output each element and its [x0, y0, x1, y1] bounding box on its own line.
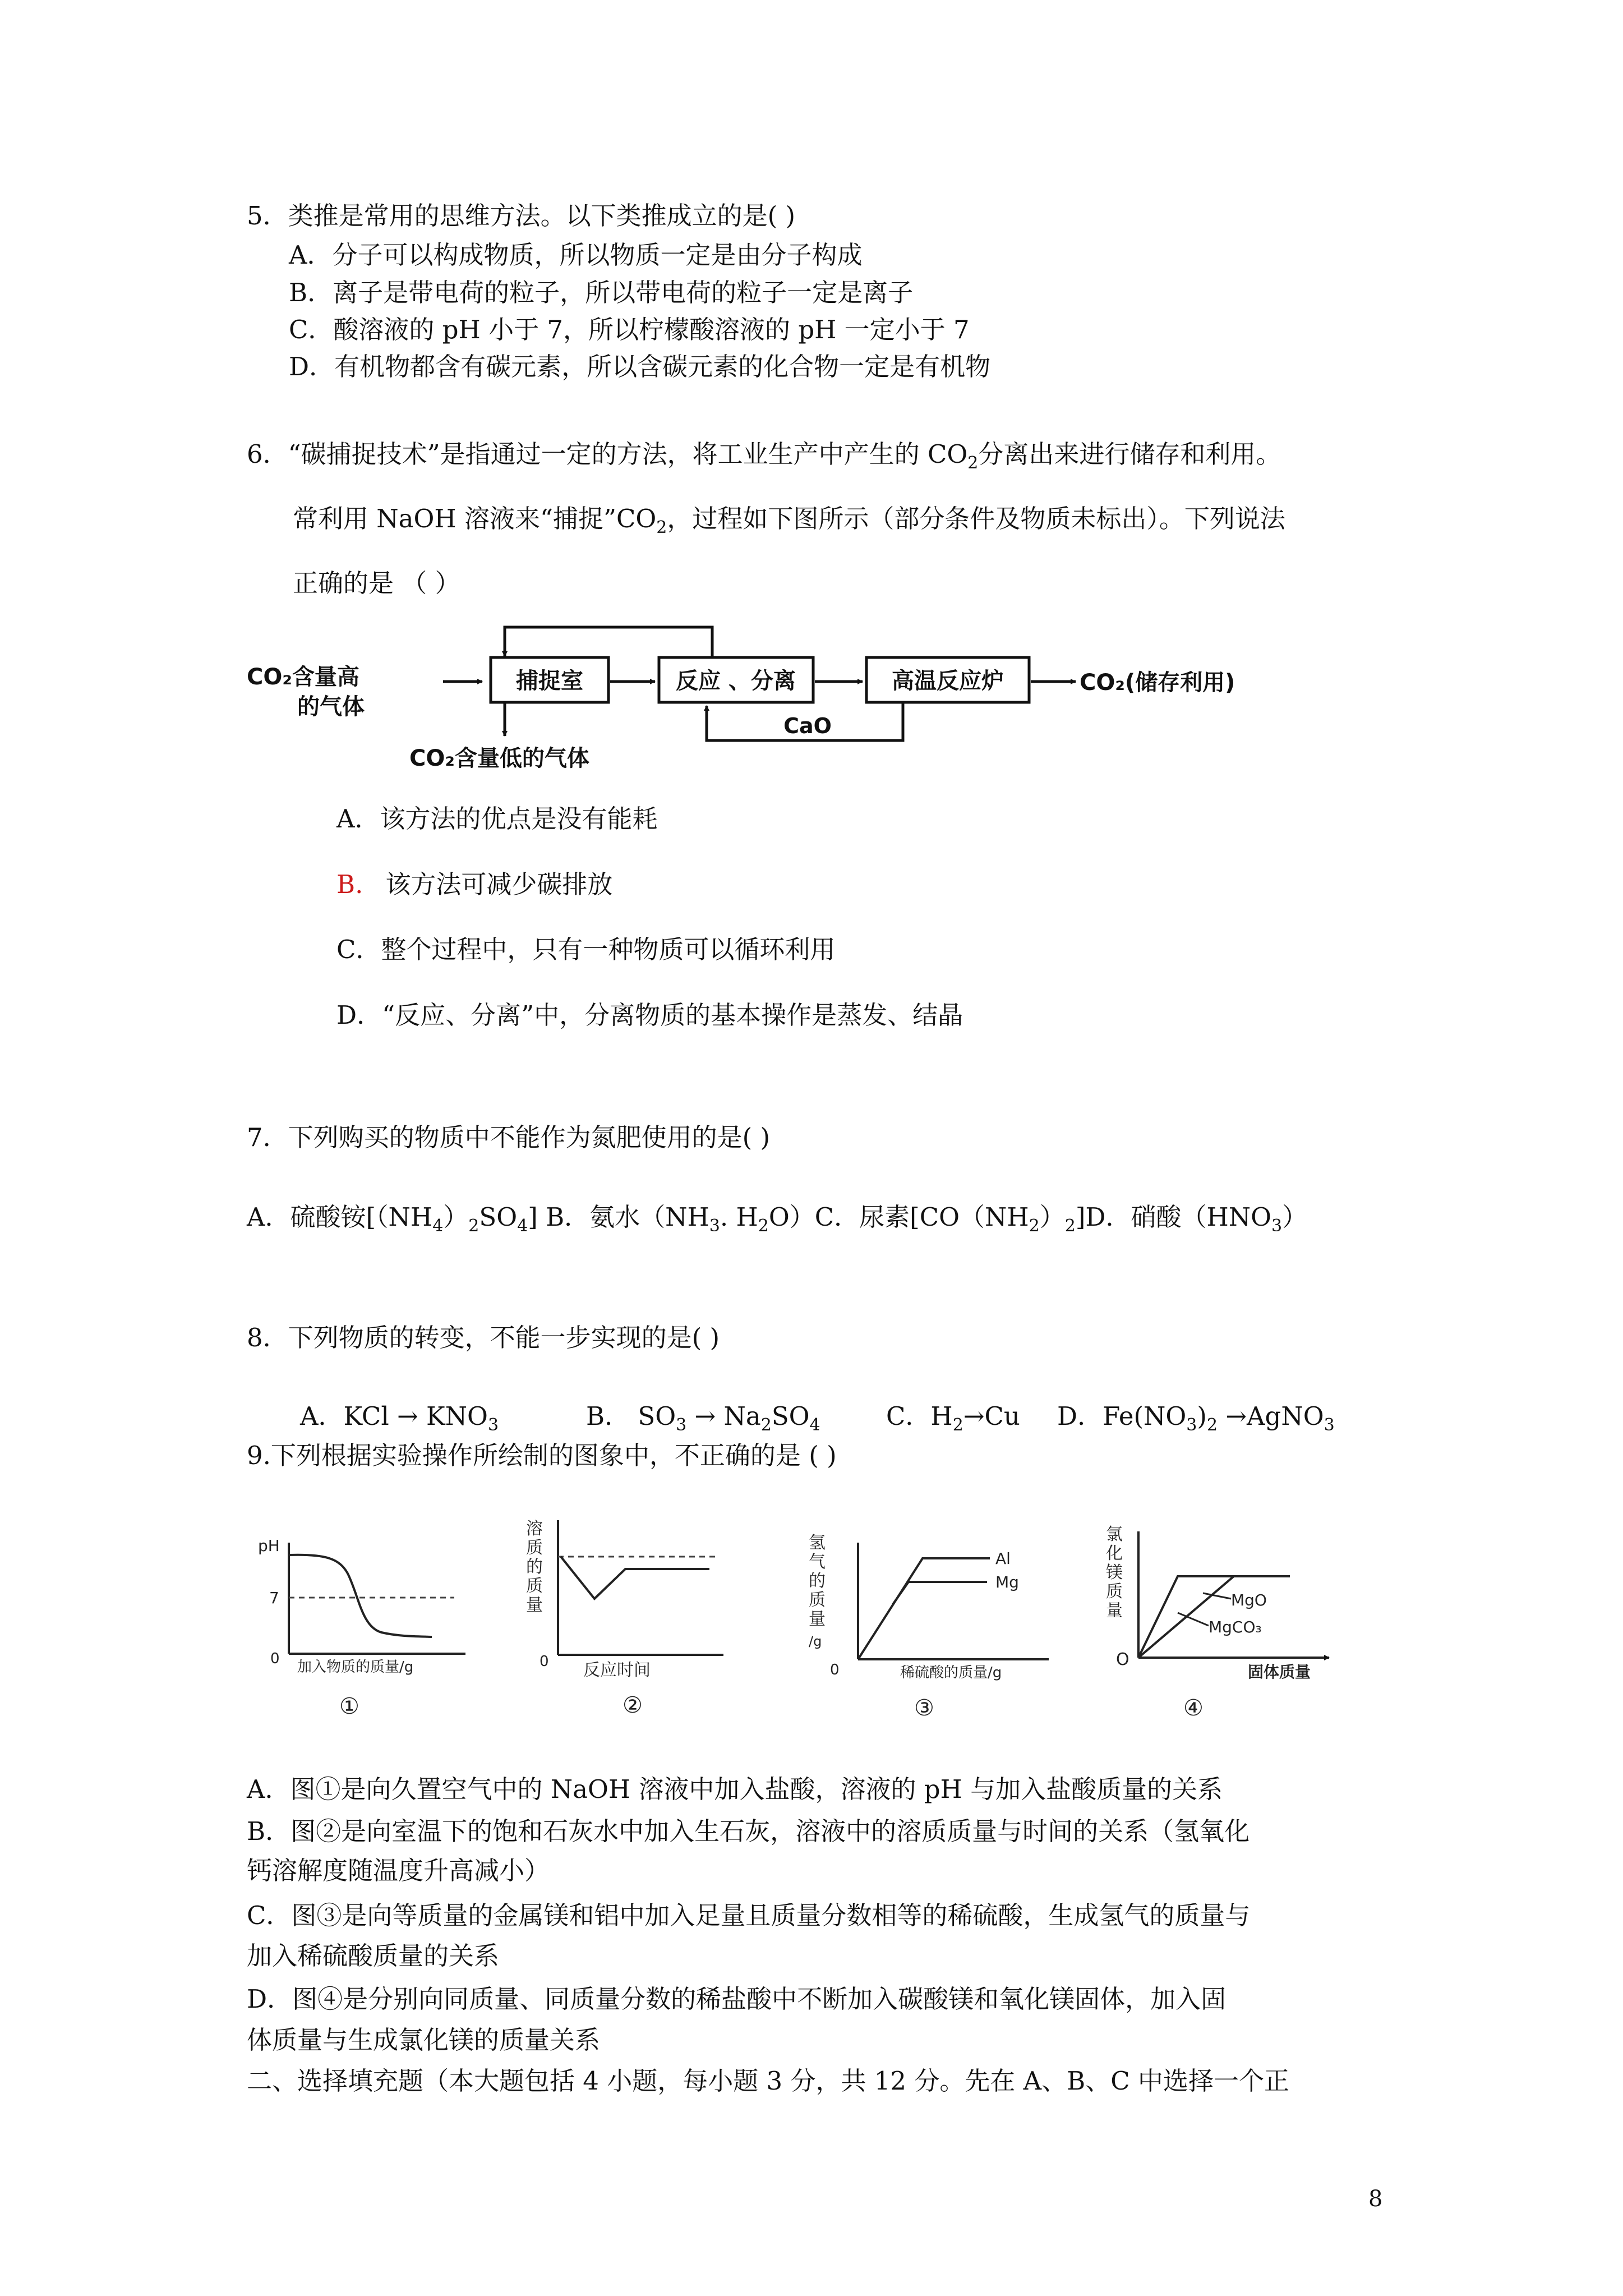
svg-text:氯: 氯 [1106, 1525, 1123, 1544]
q5-option-d: D．有机物都含有碳元素，所以含碳元素的化合物一定是有机物 [289, 352, 991, 381]
graph1-origin: 0 [270, 1650, 280, 1667]
q6-option-c: C．整个过程中，只有一种物质可以循环利用 [336, 935, 836, 964]
high-temp-furnace-label: 高温反应炉 [892, 668, 1004, 694]
svg-text:化: 化 [1106, 1544, 1123, 1563]
graph3-series-al: Al [995, 1549, 1011, 1568]
svg-text:的: 的 [809, 1571, 826, 1591]
cao-label: CaO [783, 714, 832, 738]
q8-option-a: A．KCl → $KNO_3$ [300, 1401, 499, 1435]
graph1-xlabel: 加入物质的质量/g [297, 1659, 414, 1676]
carbon-capture-flow-diagram [241, 611, 1251, 780]
q6-stem-line2: 常利用 NaOH 溶液来“捕捉$”CO_2$，过程如下图所示（部分条件及物质未标出）。下列说法 [293, 504, 1285, 537]
q7-options: A．硫酸铵$[(NH_4)_2SO_4]$ B．氨水（$NH_3$. $H_2O)C$．尿素$[CO(NH_2)_2]D$．硝酸$(HNO_3)$ [247, 1202, 1308, 1236]
input-gas-label-line2: 的气体 [297, 694, 365, 720]
graph4-xlabel: 固体质量 [1248, 1663, 1311, 1681]
graph2-number: ② [623, 1692, 643, 1718]
q5-option-c: C．酸溶液的 pH 小于 7，所以柠檬酸溶液的 pH 一定小于 7 [289, 315, 970, 344]
graph3-origin: 0 [830, 1662, 840, 1678]
svg-text:气: 气 [809, 1552, 826, 1572]
svg-text:氢: 氢 [809, 1533, 826, 1553]
q9-stem: 9.下列根据实验操作所绘制的图象中，不正确的是 ( ) [247, 1441, 837, 1470]
q8-option-b: B． $SO_3 \to Na_2SO_4$ [586, 1401, 820, 1435]
graph4-origin: O [1116, 1650, 1129, 1669]
graph1-tick-7: 7 [269, 1589, 279, 1607]
svg-text:/g: /g [809, 1634, 822, 1649]
graph4-number: ④ [1183, 1695, 1204, 1721]
q6-option-a: A．该方法的优点是没有能耗 [336, 804, 658, 834]
graph-2-solute-mass [516, 1512, 740, 1725]
capture-box-label: 捕捉室 [516, 668, 583, 694]
svg-text:量: 量 [1106, 1601, 1123, 1621]
svg-text:质: 质 [809, 1590, 826, 1610]
graph3-number: ③ [914, 1695, 934, 1721]
graph3-series-mg: Mg [995, 1573, 1019, 1591]
graph-1-ph-curve [247, 1520, 482, 1722]
graph4-series-mgco3: MgCO₃ [1209, 1618, 1262, 1636]
q9-option-d-line1: D．图④是分别向同质量、同质量分数的稀盐酸中不断加入碳酸镁和氧化镁固体，加入固 [247, 1984, 1227, 2014]
svg-text:镁: 镁 [1106, 1563, 1123, 1582]
q9-option-d-line2: 体质量与生成氯化镁的质量关系 [247, 2025, 601, 2055]
graph2-origin: 0 [540, 1653, 549, 1670]
page-number: 8 [1368, 2186, 1383, 2212]
q5-stem: 5．类推是常用的思维方法。以下类推成立的是( ) [247, 201, 796, 231]
q6-option-b: B. 该方法可减少碳排放 [336, 869, 613, 899]
q5-option-b: B．离子是带电荷的粒子，所以带电荷的粒子一定是离子 [289, 278, 914, 307]
q9-option-c-line1: C．图③是向等质量的金属镁和铝中加入足量且质量分数相等的稀硫酸，生成氢气的质量与 [247, 1901, 1251, 1930]
low-co2-gas-label: CO₂含量低的气体 [409, 746, 589, 771]
q8-option-d: D．$Fe(NO_3)_2$ →AgNO$_3$ [1057, 1401, 1335, 1435]
output-co2-label: CO₂(储存利用) [1080, 670, 1235, 696]
svg-text:的: 的 [526, 1557, 543, 1577]
svg-text:质: 质 [1106, 1582, 1123, 1602]
q7-stem: 7．下列购买的物质中不能作为氮肥使用的是( ) [247, 1122, 771, 1152]
svg-text:质: 质 [526, 1576, 543, 1596]
svg-text:量: 量 [526, 1595, 543, 1615]
svg-text:溶: 溶 [526, 1519, 543, 1539]
q8-option-c: C．$H_2\to Cu$ [886, 1401, 1020, 1435]
svg-text:质: 质 [526, 1538, 543, 1558]
graph-3-hydrogen-mass [802, 1520, 1066, 1725]
reaction-separation-label: 反应 、分离 [676, 668, 796, 694]
q6-stem-line1: 6．“碳捕捉技术”是指通过一定的方法，将工业生产中产生的 $CO_2$分离出来进行储存和利用。 [247, 439, 1281, 473]
q8-stem: 8．下列物质的转变，不能一步实现的是( ) [247, 1323, 720, 1352]
q9-option-b-line1: B．图②是向室温下的饱和石灰水中加入生石灰，溶液中的溶质质量与时间的关系（氢氧化 [247, 1816, 1250, 1846]
q9-option-b-line2: 钙溶解度随温度升高减小） [247, 1856, 550, 1885]
q9-option-c-line2: 加入稀硫酸质量的关系 [247, 1941, 500, 1971]
q6-option-d: D．“反应、分离”中，分离物质的基本操作是蒸发、结晶 [336, 1000, 963, 1030]
q5-option-a: A．分子可以构成物质，所以物质一定是由分子构成 [289, 240, 863, 270]
input-gas-label-line1: CO₂含量高 [247, 664, 359, 690]
graph3-xlabel: 稀硫酸的质量/g [900, 1664, 1002, 1681]
graph1-number: ① [339, 1694, 359, 1719]
graph1-ylabel: pH [258, 1536, 280, 1555]
graph2-xlabel: 反应时间 [583, 1660, 651, 1680]
q6-stem-line3: 正确的是 （ ） [293, 568, 460, 598]
svg-text:量: 量 [809, 1609, 826, 1629]
q9-option-a: A．图①是向久置空气中的 NaOH 溶液中加入盐酸，溶液的 pH 与加入盐酸质量的关系 [247, 1774, 1223, 1804]
graph-4-magnesium-chloride [1094, 1515, 1352, 1725]
section-2-heading: 二、选择填充题（本大题包括 4 小题，每小题 3 分，共 12 分。先在 A、B、C 中选择一个正 [247, 2066, 1289, 2096]
graph4-series-mgo: MgO [1231, 1591, 1267, 1609]
